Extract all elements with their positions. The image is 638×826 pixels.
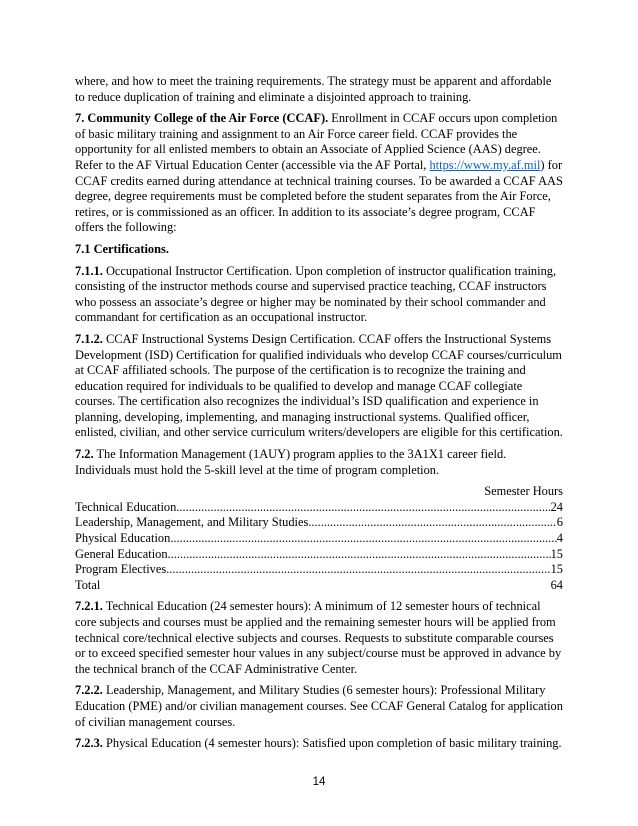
semester-hours-header: Semester Hours — [484, 484, 563, 499]
af-portal-link[interactable]: https://www.my.af.mil — [429, 157, 541, 172]
leader-dots — [176, 500, 550, 516]
section-7-1-heading: 7.1 Certifications. — [75, 241, 169, 256]
hours-row — [75, 500, 563, 516]
hours-total-label: Total — [75, 577, 101, 592]
hours-row-value: 4 — [556, 531, 563, 546]
section-7-1-1 — [75, 264, 563, 326]
paragraph-continuation: where, and how to meet the training requirements. The strategy must be apparent and affordable to reduce duplication of training and eliminate a disjointed approach to training. — [75, 74, 552, 104]
section-7-2-1-text: Technical Education (24 semester hours): A minimum of 12 semester hours of technical core subjects and courses must be applied and the remaining semester hours will be applied from technical core/technical elective subjects and courses. Requests to substitute comparable courses or to exceed specified semester hour values in any subject/course must be approved in advance by the technical branch of the CCAF Administrative Center. — [75, 599, 562, 676]
section-7 — [75, 111, 563, 236]
section-7-2-2-text: Leadership, Management, and Military Studies (6 semester hours): Professional Military Education (PME) and/or civilian management courses. See CCAF General Catalog for application of civilian management courses. — [75, 683, 563, 729]
page-number: 14 — [312, 776, 326, 788]
section-7-2-text: The Information Management (1AUY) program applies to the 3A1X1 career field. Individuals must hold the 5-skill level at the time of program completion. — [75, 447, 507, 477]
leader-dots — [308, 515, 556, 531]
section-7-text-1: Enrollment in CCAF occurs upon completion of basic military training and assignment to an Air Force career field. CCAF provides the opportunity for all enlisted members to obtain an Associate of Applied Science (AAS) degree. Refer to the AF Virtual Education Center (accessible via the AF Portal, — [75, 111, 558, 172]
hours-row — [75, 562, 563, 578]
section-7-2-1-number: 7.2.1. — [75, 599, 103, 614]
section-7-2-3-text: Physical Education (4 semester hours): Satisfied upon completion of basic military training. — [102, 736, 562, 751]
leader-dots — [168, 547, 551, 563]
hours-row — [75, 531, 563, 547]
leader-dots — [166, 562, 550, 578]
section-7-title: Community College of the Air Force (CCAF). — [87, 111, 329, 126]
hours-row-value: 15 — [550, 562, 563, 577]
hours-row-label: General Education — [75, 546, 168, 561]
section-7-2-number: 7.2. — [75, 447, 94, 462]
hours-total-value: 64 — [550, 577, 563, 592]
section-7-2-3-number: 7.2.3. — [75, 736, 103, 751]
section-7-1-2-number: 7.1.2. — [75, 331, 103, 346]
section-7-1-1-number: 7.1.1. — [75, 263, 103, 278]
section-7-2-3 — [75, 736, 563, 752]
section-7-1-2-text: CCAF Instructional Systems Design Certification. CCAF offers the Instructional Systems Development (ISD) Certification for qualified individuals who develop CCAF courses/curriculum at CCAF affiliated schools. The purpose of the certification is to recognize the training and education required for individuals to be qualified to develop and manage CCAF collegiate courses. The certification also recognizes the individual’s ISD qualification and experience in planning, developing, implementing, and managing instructional systems. Qualified officer, enlisted, civilian, and other service curriculum writers/developers are eligible for this certification. — [75, 331, 563, 440]
hours-total-row — [75, 578, 563, 594]
section-7-1-2 — [75, 332, 563, 441]
semester-hours-table — [75, 484, 563, 593]
hours-row-label: Physical Education — [75, 531, 171, 546]
hours-row-value: 24 — [550, 499, 563, 514]
leader-dots — [170, 531, 556, 547]
section-7-1-1-text: Occupational Instructor Certification. Upon completion of instructor qualification training, consisting of the instructor methods course and supervised practice teaching, CCAF instructors who possess an associate’s degree or higher may be nominated by their school commander and commandant for certification as an occupational instructor. — [75, 263, 557, 325]
section-7-number: 7. — [75, 111, 85, 126]
section-7-2-2 — [75, 683, 563, 730]
hours-row-value: 6 — [556, 515, 563, 530]
document-page — [75, 74, 563, 758]
hours-row-label: Program Electives — [75, 562, 167, 577]
hours-row — [75, 515, 563, 531]
hours-row — [75, 547, 563, 563]
hours-row-value: 15 — [550, 546, 563, 561]
section-7-2-2-number: 7.2.2. — [75, 683, 103, 698]
section-7-2 — [75, 447, 563, 478]
hours-row-label: Leadership, Management, and Military Studies — [75, 515, 309, 530]
hours-row-label: Technical Education — [75, 499, 177, 514]
section-7-2-1 — [75, 599, 563, 677]
section-7-text-2: ) for CCAF credits earned during attendance at technical training courses. To be awarded a CCAF AAS degree, degree requirements must be completed before the student separates from the Air Force, retires, or is commissioned as an officer. In addition to its associate’s degree program, CCAF offers the following: — [75, 157, 563, 235]
